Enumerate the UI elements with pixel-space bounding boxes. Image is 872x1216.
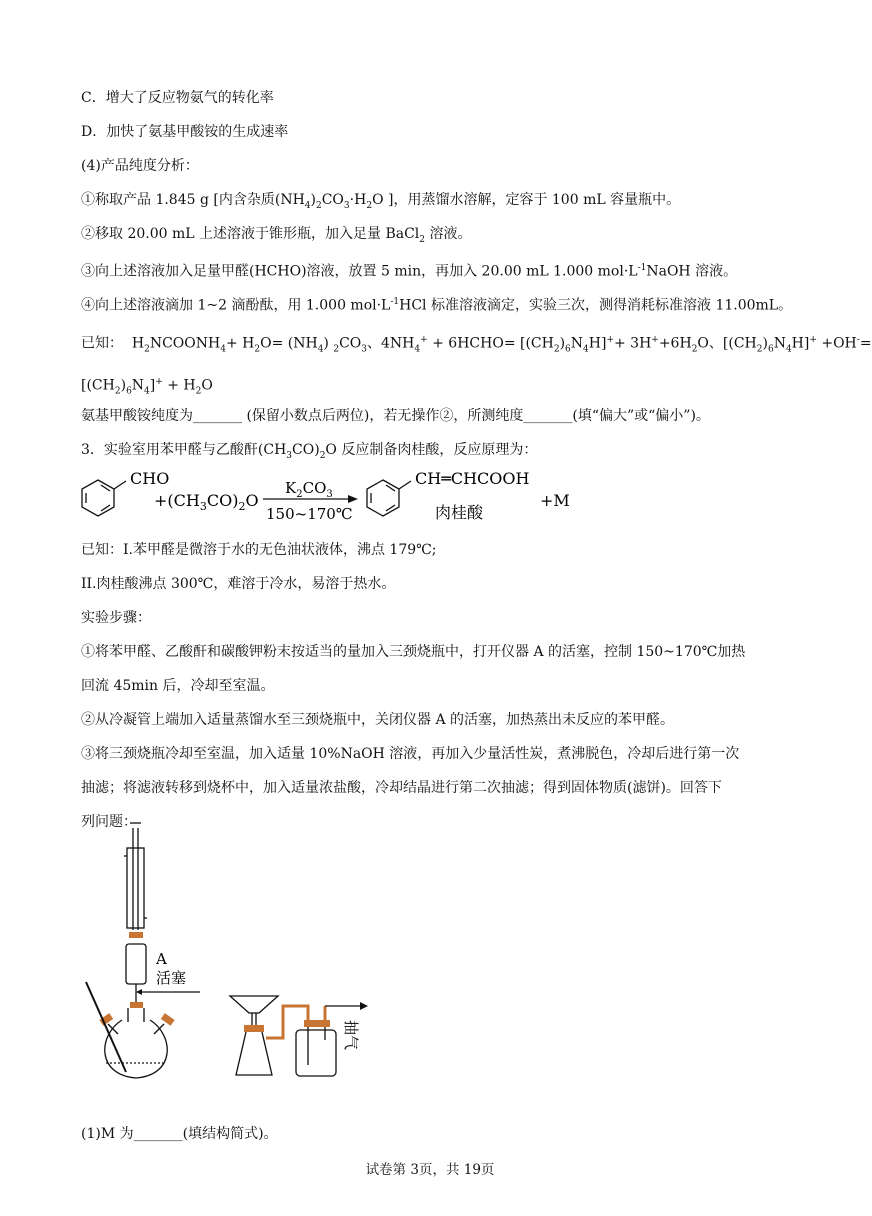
reaction-arrowhead — [348, 495, 358, 503]
label-valve: 活塞 — [156, 969, 187, 987]
steps-heading: 实验步骤： — [81, 610, 151, 626]
exp-step-1b: 回流 45min 后，冷却至室温。 — [81, 678, 275, 694]
step-4: ④向上述溶液滴加 1~2 滴酚酞，用 1.000 $mol\cdot L^{-1}HCl$ 标准溶液滴定，实验三次，测得消耗标准溶液 11.00mL。 — [81, 297, 793, 314]
known-1: 已知：I.苯甲醛是微溶于水的无色油状液体，沸点 179℃; — [81, 542, 437, 558]
joint-ring-right — [161, 1013, 175, 1026]
catalyst-label: $K_2CO_3$ — [285, 479, 333, 500]
exp-step-3a: ③将三颈烧瓶冷却至室温，加入适量 10%NaOH 溶液，再加入少量活性炭，煮沸脱色，冷却后进行第一次 — [81, 746, 740, 762]
question-3-intro: 3．实验室用苯甲醛与乙酸酐$(CH_3CO)_2O$ 反应制备肉桂酸，反应原理为： — [81, 442, 538, 461]
dropping-funnel-a — [126, 944, 146, 1002]
reagent-label: $+(CH_3CO)_2O$ — [154, 491, 259, 513]
known-equations-2: $[(CH_2)_6N_4]^+ + H_2O$ — [81, 377, 213, 397]
option-c: C．增大了反应物氨气的转化率 — [81, 90, 274, 106]
apparatus-diagram — [78, 820, 378, 1090]
cho-label: CHO — [130, 469, 170, 488]
page-footer: 试卷第 3页，共 19页 — [365, 1162, 495, 1178]
cinnamic-acid-structure — [367, 480, 411, 516]
funnel-stopper — [244, 1025, 264, 1032]
byproduct-label: +M — [540, 491, 570, 510]
exp-step-2: ②从冷凝管上端加入适量蒸馏水至三颈烧瓶中，关闭仪器 A 的活塞，加热蒸出未反应的苯甲醛。 — [81, 712, 675, 728]
known-equations-1: 已知： $H_2NCOONH_4+ H_2O= (NH_4)$ $_2CO_3$、$4NH_4^+$ + 6HCHO= $[(CH_2)_6N_4H]^++ 3H^++6H_2O$、$[(CH_2)_6N_4H]^+ +OH^-=$ — [81, 335, 872, 355]
label-pump: 抽气 — [342, 1020, 360, 1051]
joint-ring-top — [129, 932, 143, 938]
step-3: ③向上述溶液加入足量甲醛(HCHO)溶液，放置 5 min，再加入 20.00 mL 1.000 $mol\cdot L^{-1}NaOH$ 溶液。 — [81, 263, 738, 280]
step-2: ②移取 20.00 mL 上述溶液于锥形瓶，加入足量 BaCl$_2$ 溶液。 — [81, 226, 472, 245]
funnel-and-flask — [230, 996, 278, 1075]
condition-label: 150~170℃ — [266, 505, 353, 523]
exp-step-1a: ①将苯甲醛、乙酸酐和碳酸钾粉末按适当的量加入三颈烧瓶中，打开仪器 A 的活塞，控制 150~170℃加热 — [81, 644, 746, 660]
label-a: A — [156, 950, 167, 968]
known-2: II.肉桂酸沸点 300℃，难溶于冷水，易溶于热水。 — [81, 576, 396, 592]
product-name-label: 肉桂酸 — [435, 503, 484, 522]
exp-step-3b: 抽滤；将滤液转移到烧杯中，加入适量浓盐酸，冷却结晶进行第二次抽滤；得到固体物质(滤饼)。回答下 — [81, 780, 722, 796]
connecting-tube — [266, 1006, 308, 1038]
condenser — [124, 823, 147, 930]
benzaldehyde-structure — [82, 480, 126, 516]
product-group-label: CH═CHCOOH — [415, 469, 530, 488]
suction-bottle — [296, 1026, 336, 1076]
step-1: ①称取产品 1.845 g [内含杂质$(NH_4)_2CO_3\cdot H_2O$ ]，用蒸馏水溶解，定容于 100 mL 容量瓶中。 — [81, 192, 681, 211]
option-d: D．加快了氨基甲酸铵的生成速率 — [81, 124, 289, 140]
exp-step-3c: 列问题： — [81, 814, 137, 830]
question-4-heading: (4)产品纯度分析： — [81, 158, 199, 174]
purity-question: 氨基甲酸铵纯度为_______ (保留小数点后两位)，若无操作②，所测纯度_______(填“偏大”或“偏小”)。 — [81, 408, 710, 424]
question-1: (1)M 为_______(填结构简式)。 — [81, 1126, 278, 1142]
reaction-equation — [78, 462, 598, 526]
joint-ring-center — [130, 1002, 143, 1008]
